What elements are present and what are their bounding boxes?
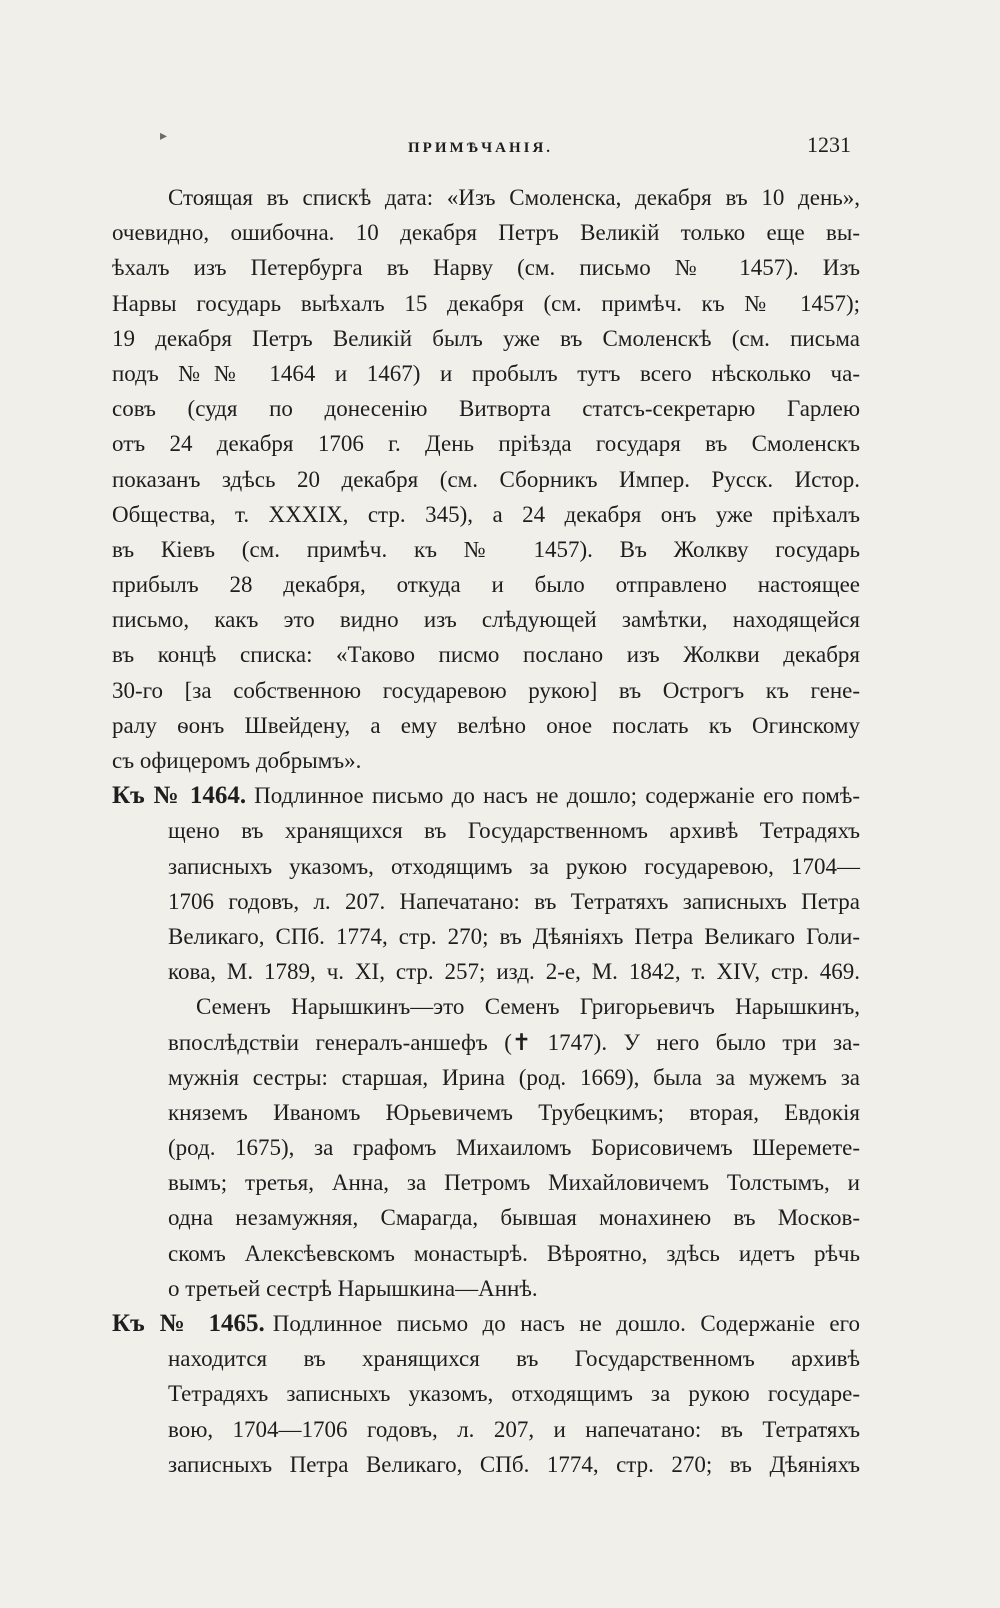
text-line: съ офицеромъ добрымъ».	[112, 748, 362, 773]
text-line: Семенъ Нарышкинъ—это Семенъ Григорьевичъ Нарышкинъ,	[196, 994, 860, 1020]
running-title: ПРИМѢЧАНІЯ.	[408, 140, 554, 156]
text-line: въ концѣ списка: «Таково писмо послано изъ Жолкви декабря	[112, 642, 860, 668]
text-line: 30-го [за собственною государевою рукою] въ Острогъ къ гене-	[112, 677, 860, 703]
text-line: подъ №№ 1464 и 1467) и пробылъ тутъ всего нѣсколько ча-	[112, 360, 860, 386]
margin-mark: ▸	[160, 129, 168, 144]
text-line: одна незамужняя, Смарагда, бывшая монахинею въ Москов-	[168, 1205, 860, 1231]
text-line: Великаго, СПб. 1774, стр. 270; въ Дѣяніяхъ Петра Великаго Голи-	[168, 923, 860, 949]
text-line: вымъ; третья, Анна, за Петромъ Михайловичемъ Толстымъ, и	[168, 1170, 860, 1196]
text-line: вою, 1704—1706 годовъ, л. 207, и напечатано: въ Тетратяхъ	[168, 1416, 860, 1442]
text-line: Стоящая въ спискѣ дата: «Изъ Смоленска, декабря въ 10 день»,	[168, 185, 860, 210]
body-text	[112, 180, 860, 1482]
text-line: письмо, какъ это видно изъ слѣдующей замѣтки, находящейся	[112, 607, 860, 633]
text-line: показанъ здѣсь 20 декабря (см. Сборникъ Импер. Русск. Истор.	[112, 466, 860, 492]
text-line: скомъ Алексѣевскомъ монастырѣ. Вѣроятно, здѣсь идетъ рѣчь	[168, 1240, 860, 1266]
text-line: (род. 1675), за графомъ Михаиломъ Борисовичемъ Шереметe-	[168, 1135, 860, 1161]
text-line: въ Кіевъ (см. примѣч. къ № 1457). Въ Жолкву государь	[112, 536, 860, 562]
page-number: 1231	[807, 132, 851, 157]
text-line: отъ 24 декабря 1706 г. День пріѣзда государя въ Смоленскъ	[112, 431, 860, 457]
text-line: 1706 годовъ, л. 207. Напечатано: въ Тетратяхъ записныхъ Петра	[168, 888, 860, 914]
text-line: мужнія сестры: старшая, Ирина (род. 1669), была за мужемъ за	[168, 1064, 860, 1090]
text-line: прибылъ 28 декабря, откуда и было отправлено настоящее	[112, 572, 860, 598]
text-line: записныхъ указомъ, отходящимъ за рукою государевою, 1704—	[168, 853, 860, 879]
note-ref-1465: Къ № 1465.	[112, 1310, 265, 1337]
note-1464-first-line: Подлинное письмо до насъ не дошло; содержаніе его помѣ-	[254, 783, 860, 809]
text-line: о третьей сестрѣ Нарышкина—Аннѣ.	[168, 1275, 538, 1301]
text-line: 19 декабря Петръ Великій былъ уже въ Смоленскѣ (см. письма	[112, 325, 860, 351]
text-line: Тетрадяхъ записныхъ указомъ, отходящимъ за рукою государе-	[168, 1381, 860, 1407]
text-line: впослѣдствіи генералъ-аншефъ (✝ 1747). У него было три за-	[168, 1029, 860, 1055]
text-line: ралу ѳонъ Швейдену, а ему велѣно оное послать къ Огинскому	[112, 712, 860, 738]
note-1465-first-line: Подлинное письмо до насъ не дошло. Содержаніе его	[272, 1311, 860, 1336]
text-line: щено въ хранящихся въ Государственномъ архивѣ Тетрадяхъ	[168, 818, 860, 844]
text-line: Общества, т. XXXIX, стр. 345), а 24 декабря онъ уже пріѣхалъ	[112, 501, 860, 527]
text-line: записныхъ Петра Великаго, СПб. 1774, стр. 270; въ Дѣяніяхъ	[168, 1451, 860, 1477]
note-1465-heading-line	[112, 1306, 860, 1341]
text-line: ѣхалъ изъ Петербурга въ Нарву (см. письмо № 1457). Изъ	[112, 255, 860, 281]
text-line: княземъ Иваномъ Юрьевичемъ Трубецкимъ; вторая, Евдокія	[168, 1099, 860, 1125]
note-1464-heading-line	[112, 778, 860, 813]
text-line: кова, М. 1789, ч. XI, стр. 257; изд. 2-е, М. 1842, т. XIV, стр. 469.	[168, 959, 860, 985]
text-line: очевидно, ошибочна. 10 декабря Петръ Великій только еще вы-	[112, 220, 860, 246]
text-line: Нарвы государь выѣхалъ 15 декабря (см. примѣч. къ № 1457);	[112, 290, 860, 316]
text-line: находится въ хранящихся въ Государственномъ архивѣ	[168, 1346, 860, 1372]
text-line: совъ (судя по донесенію Витворта статсъ-секретарю Гарлею	[112, 396, 860, 422]
note-ref-1464: Къ № 1464.	[112, 782, 247, 810]
